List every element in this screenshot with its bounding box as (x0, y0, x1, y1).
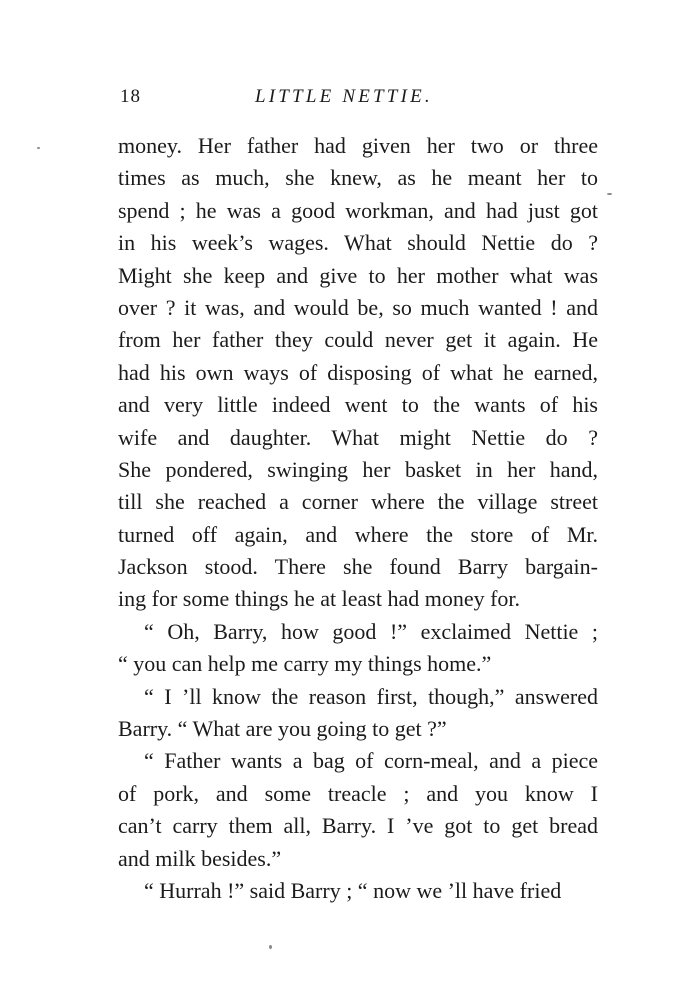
text-line: ing for some things he at least had money for. (118, 586, 521, 612)
text-line: times as much, she knew, as he meant her to (118, 165, 598, 191)
text-line: from her father they could never get it again. He (118, 327, 598, 353)
text-line: “ Father wants a bag of corn-meal, and a piece (144, 748, 598, 774)
text-line: “ I ’ll know the reason first, though,” answered (144, 683, 598, 709)
text-line: “ you can help me carry my things home.” (118, 651, 492, 677)
text-line: over ? it was, and would be, so much wanted ! and (118, 294, 598, 320)
text-line: “ Oh, Barry, how good !” exclaimed Nettie ; (144, 618, 598, 644)
text-line: money. Her father had given her two or three (118, 133, 598, 158)
text-line: She pondered, swinging her basket in her hand, (118, 456, 598, 482)
text-line: and milk besides.” (118, 845, 282, 871)
text-line: “ Hurrah !” said Barry ; “ now we ’ll have fried (144, 877, 562, 903)
ink-speck (37, 147, 40, 149)
text-line: wife and daughter. What might Nettie do ? (118, 424, 598, 450)
text-line: of pork, and some treacle ; and you know I (118, 780, 598, 806)
text-line: had his own ways of disposing of what he earned, (118, 359, 598, 385)
text-line: Jackson stood. There she found Barry bargain- (118, 554, 598, 580)
text-line: spend ; he was a good workman, and had just got (118, 197, 598, 223)
text-line: Barry. “ What are you going to get ?” (118, 716, 447, 742)
ink-speck (607, 193, 612, 195)
text-line: turned off again, and where the store of Mr. (118, 521, 598, 547)
body-text (118, 130, 598, 907)
page-number: 18 (120, 86, 141, 107)
text-line: Might she keep and give to her mother what was (118, 262, 598, 288)
text-line: and very little indeed went to the wants of his (118, 392, 598, 418)
text-line: till she reached a corner where the village street (118, 489, 598, 515)
text-line: can’t carry them all, Barry. I ’ve got to get bread (118, 813, 598, 839)
text-line: in his week’s wages. What should Nettie do ? (118, 230, 598, 256)
ink-speck (269, 945, 272, 949)
running-title: LITTLE NETTIE. (255, 86, 433, 107)
